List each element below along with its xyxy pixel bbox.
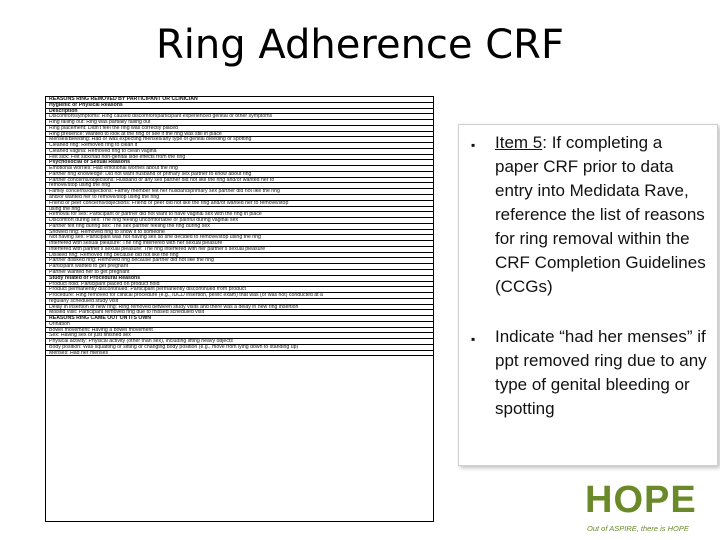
table-row: Menses/Bleeding: Had or was expecting menses/any type of genital bleeding or spotting (46, 137, 433, 143)
table-row: and/or wanted her to remove/stop using the ring (46, 195, 433, 201)
table-row: Physical activity: Physical activity (other than sex), including lifting heavy objects (46, 339, 433, 345)
table-row: Partner concerns/objections: Husband or any sex partner did not like the ring and/or wanted her to (46, 178, 433, 184)
bullet-item-5 (471, 131, 709, 299)
table-row: Interfered with partner's sexual pleasure: The ring interfered with her partner's sexual pleasure (46, 247, 433, 253)
table-row: Sex: Having sex or just finished sex (46, 333, 433, 339)
table-row: remove/stop using the ring (46, 183, 433, 189)
table-row: Disliked ring: Removed ring because did not like the ring (46, 253, 433, 259)
table-row: Product permanently discontinued: Participant permanently discontinued from product (46, 287, 433, 293)
bullet-text: : If completing a paper CRF prior to data entry into Medidata Rave, reference the list of reasons for ring removal within the CRF Completion Guidelines (CCGs) (495, 133, 706, 296)
table-row: Friend or peer concerns/objections: Friend or peer did not like the ring and/or wanted her to remove/stop (46, 201, 433, 207)
table-row: Missed visit: Participant removed ring due to missed scheduled visit (46, 310, 433, 316)
table-row: Psychosocial or Sexual Reasons (46, 160, 433, 166)
table-row: Felt sick: Felt sick/had non-genital side effects from the ring (46, 155, 433, 161)
logo-tagline: Out of ASPIRE, there is HOPE (587, 524, 689, 533)
table-row: Menses: Had her menses (46, 351, 433, 357)
table-row: Family concerns/objections: Family member felt her husband/primary sex partner did not like the ring (46, 189, 433, 195)
table-row: using the ring (46, 207, 433, 213)
bullet-lead: Item 5 (495, 133, 543, 152)
table-row: Partner wanted her to get pregnant (46, 270, 433, 276)
table-row: Partner ring knowledge: Did not want husband or primary sex partner to know about ring (46, 172, 433, 178)
table-row: Discomfort/symptoms: Ring caused discomfort/participant experienced genital or other symptoms (46, 114, 433, 120)
bullet-square-icon: ▪ (471, 332, 476, 346)
table-row: Cleaned vagina: Removed ring to clean vagina (46, 149, 433, 155)
table-row: Emotional worries: Had emotional worries about the ring (46, 166, 433, 172)
table-row: Body position: Was squatting or sitting or changing body position (e.g., move from lying down to standing up) (46, 345, 433, 351)
table-row: REASONS RING REMOVED BY PARTICIPANT OR CLINICIAN (46, 97, 433, 103)
logo-word: HOPE (585, 479, 697, 521)
table-row: Description (46, 109, 433, 115)
table-row: Procedure: Ring removed for clinical procedure (e.g., IUCD insertion, pelvic exam) that was (or was not) conducted at a (46, 293, 433, 299)
table-row: Bowel movement: Having a bowel movement (46, 328, 433, 334)
table-row: Interfered with sexual pleasure: The ring interfered with her sexual pleasure (46, 241, 433, 247)
table-row: Urination (46, 322, 433, 328)
reasons-table (45, 96, 434, 522)
page-title: Ring Adherence CRF (156, 22, 564, 68)
table-row: Product hold: Participant placed on product hold (46, 282, 433, 288)
table-row: Cleaned ring: Removed ring to clean it (46, 143, 433, 149)
table-row: Delay in insertion of new ring: Ring removed between study visits and there was a delay in new ring insertion (46, 305, 433, 311)
table-row: Partner disliked ring: Removed ring because partner did not like the ring (46, 258, 433, 264)
table-row: Not having sex: Participant was not having sex so she decided to remove/stop using the ring (46, 235, 433, 241)
bullet-text: Indicate “had her menses” if ppt removed ring due to any type of genital bleeding or spotting (495, 327, 707, 418)
table-row: Partner felt ring during sex: The sex partner feeling the ring during sex (46, 224, 433, 230)
table-row: regularly scheduled study visit (46, 299, 433, 305)
table-row: REASONS RING CAME OUT ON ITS OWN (46, 316, 433, 322)
table-row: Discomfort during sex: The ring feeling uncomfortable or painful during vaginal sex (46, 218, 433, 224)
table-row: Showed ring: Removed ring to show it to someone (46, 230, 433, 236)
table-row: Hygienic or Physical Reasons (46, 103, 433, 109)
table-row: Ring presence: Wanted to look at the ring or see if the ring was still in place (46, 132, 433, 138)
table-row: Removal for sex: Participant or partner did not want to have vaginal sex with the ring in place (46, 212, 433, 218)
table-row: Ring placement: Didn't feel the ring was correctly placed (46, 126, 433, 132)
bullet-box (458, 124, 718, 466)
hope-logo (585, 479, 705, 535)
bullet-square-icon: ▪ (471, 138, 476, 152)
bullet-menses (471, 325, 709, 421)
table-row: Ring falling out: Ring was partially falling out (46, 120, 433, 126)
table-row: Study related or Procedural Reasons (46, 276, 433, 282)
table-row: Participant wanted to get pregnant (46, 264, 433, 270)
